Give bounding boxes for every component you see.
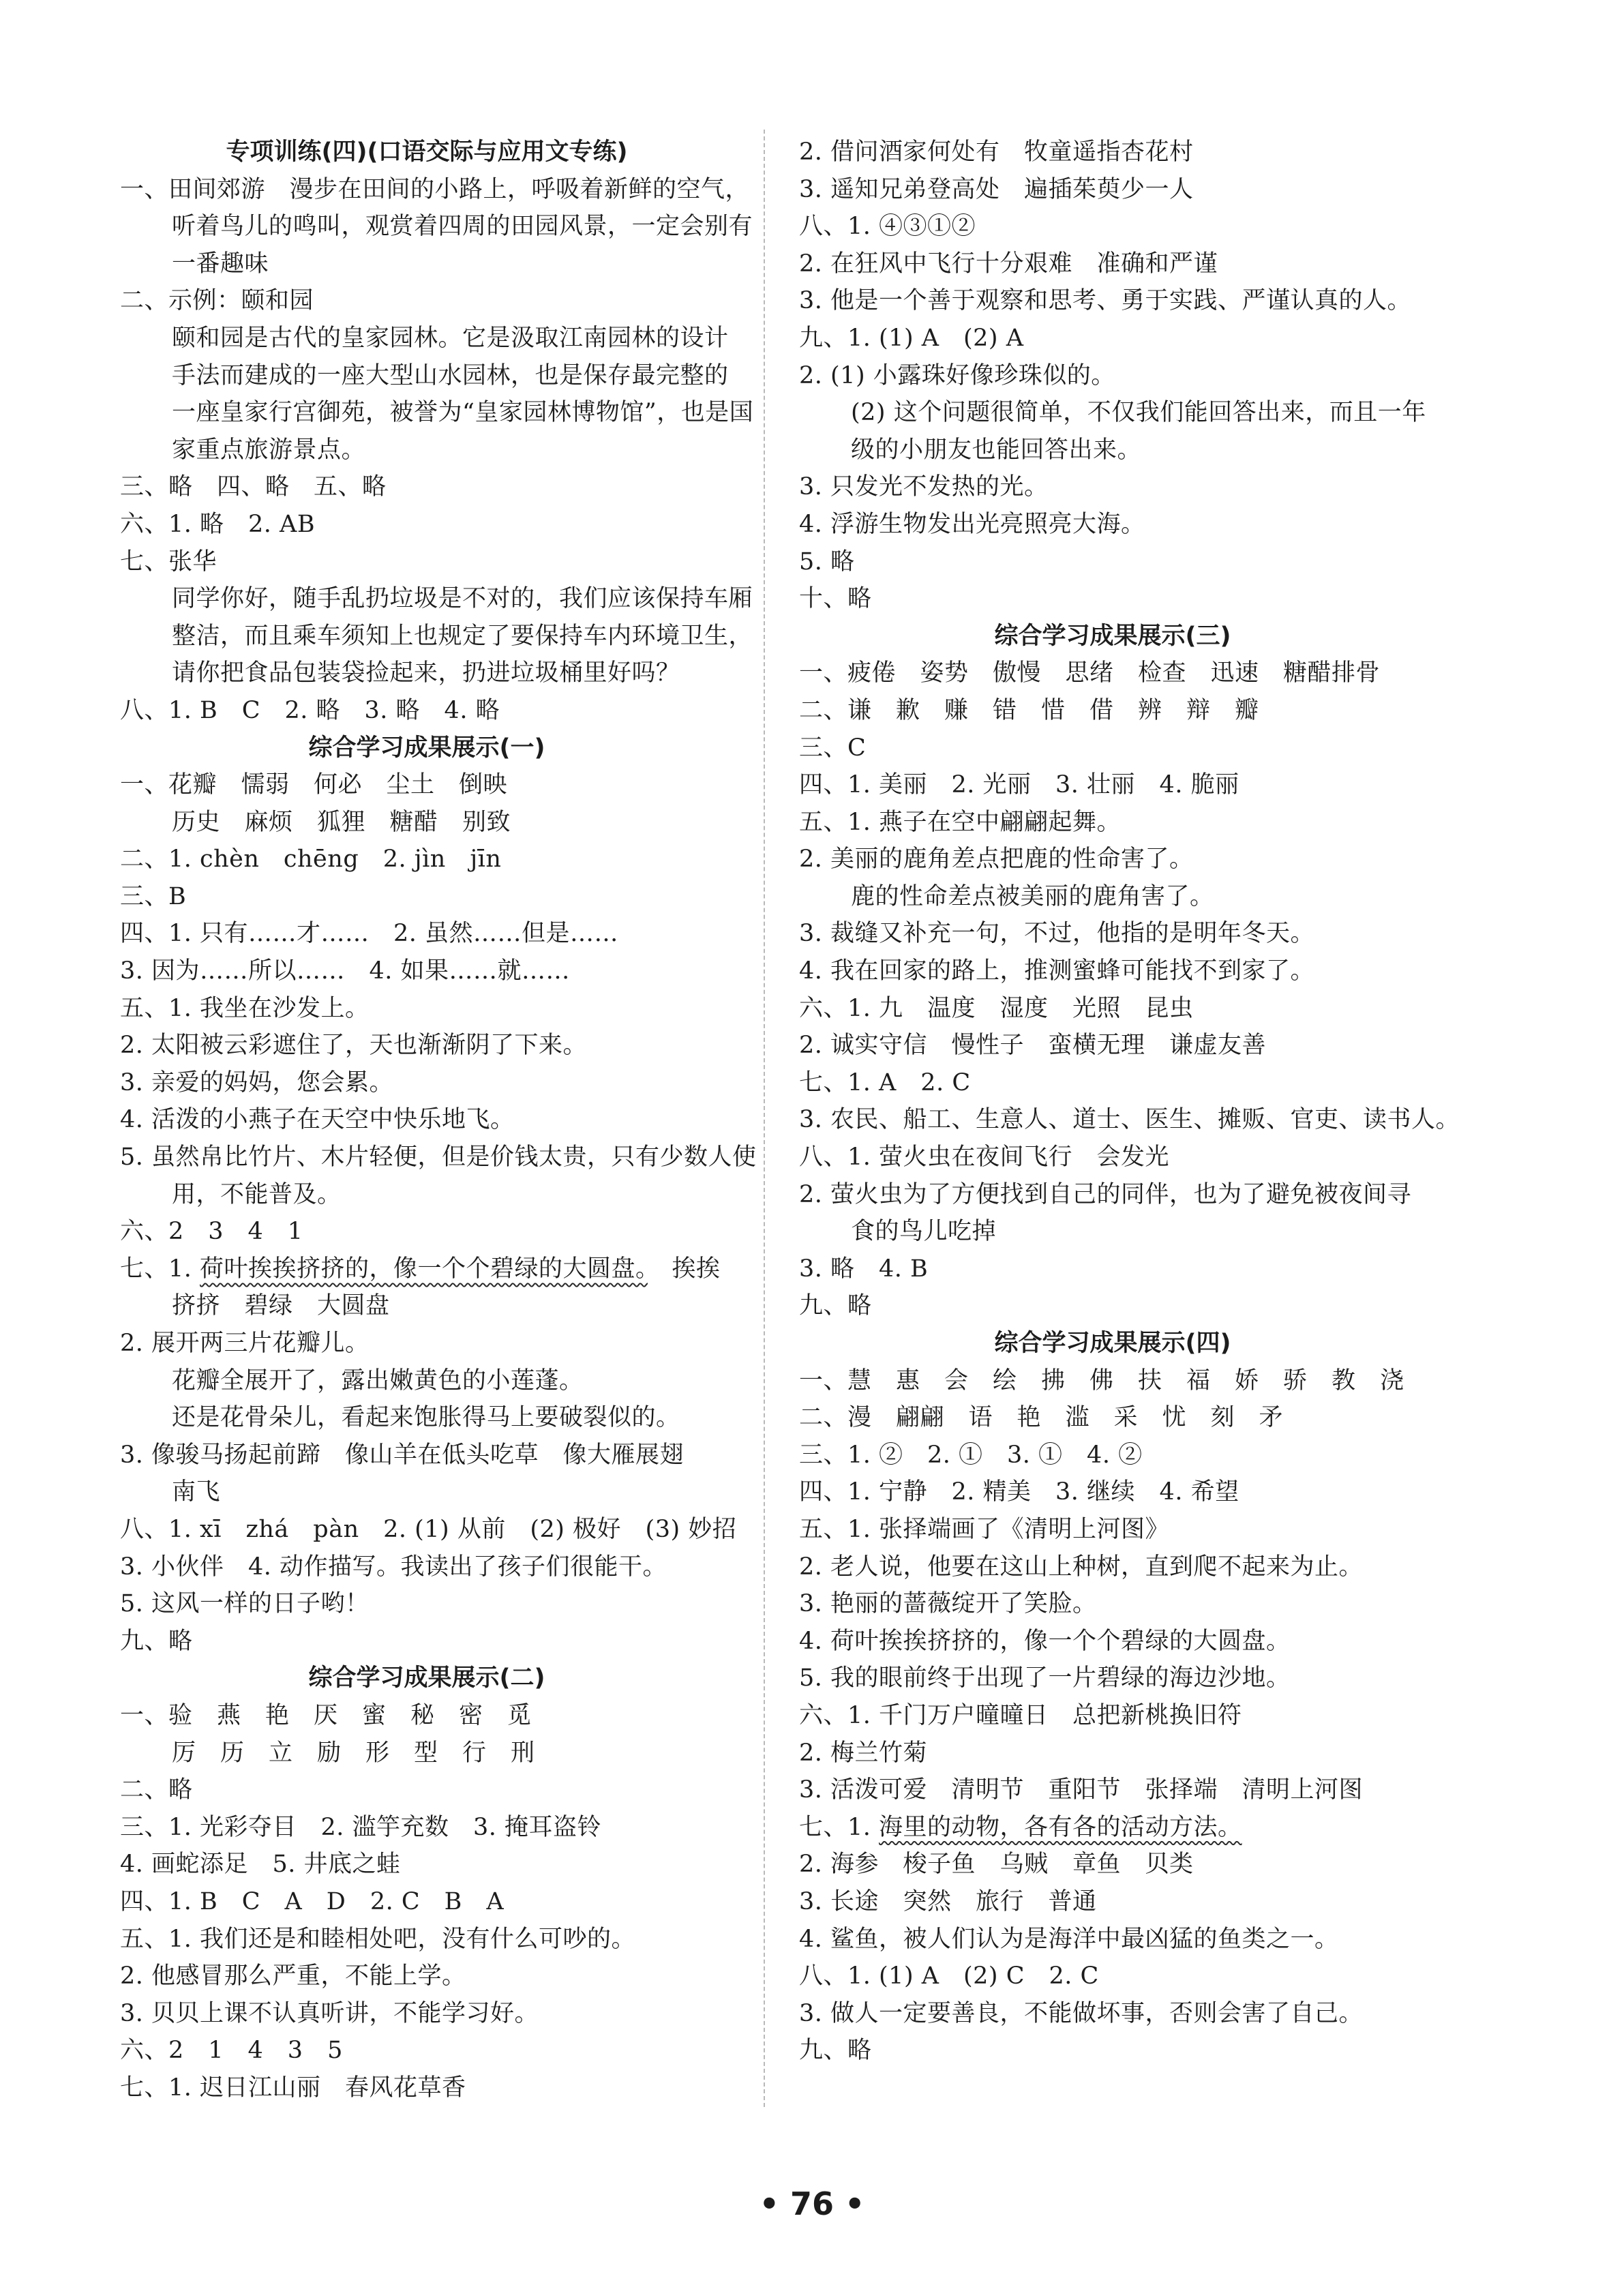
answer-line: 3. 贝贝上课不认真听讲，不能学习好。 [120, 1999, 539, 2027]
answer-line: 九、1. (1) A (2) A [799, 324, 1024, 352]
answer-line: 四、1. 只有……才…… 2. 虽然……但是…… [120, 920, 619, 948]
answer-line: 三、B [120, 882, 187, 910]
column-divider [764, 130, 765, 2107]
answer-line: 3. 活泼可爱 清明节 重阳节 张择端 清明上河图 [799, 1776, 1364, 1804]
answer-line: 2. 梅兰竹菊 [799, 1739, 928, 1767]
section-heading: 专项训练(四)(口语交际与应用文专练) [226, 138, 628, 166]
answer-line: 3. 因为……所以…… 4. 如果……就…… [120, 957, 571, 985]
answer-line: 三、略 四、略 五、略 [120, 473, 387, 501]
answer-line: 2. 老人说，他要在这山上种树，直到爬不起来为止。 [799, 1553, 1364, 1581]
answer-line: 九、略 [799, 2037, 872, 2065]
answer-line: 二、漫 翩翩 语 艳 滥 采 忧 刻 矛 [799, 1404, 1284, 1432]
answer-line-continued: 家重点旅游景点。 [172, 436, 366, 464]
answer-line: 5. 略 [799, 548, 855, 576]
answer-line-continued: 一座皇家行宫御苑，被誉为“皇家园林博物馆”，也是国 [172, 399, 754, 427]
answer-line: 5. 虽然帛比竹片、木片轻便，但是价钱太贵，只有少数人使 [120, 1144, 757, 1171]
answer-line: 五、1. 燕子在空中翩翩起舞。 [799, 808, 1122, 836]
answer-line: 七、1. 迟日江山丽 春风花草香 [120, 2074, 466, 2102]
answer-line: 九、略 [799, 1292, 872, 1320]
wavy-underlined-answer: 海里的动物，各有各的活动方法。 [879, 1813, 1242, 1841]
answer-line: 四、1. 宁静 2. 精美 3. 继续 4. 希望 [799, 1478, 1239, 1506]
answer-line: 五、1. 我坐在沙发上。 [120, 994, 370, 1022]
answer-line [120, 1251, 734, 1288]
answer-line [799, 1809, 1426, 1847]
answer-suffix: 挨挨 [648, 1255, 721, 1283]
answer-line: 三、C [799, 734, 867, 762]
answer-line: 4. 浮游生物发出光亮照亮大海。 [799, 510, 1145, 538]
answer-line: 2. 展开两三片花瓣儿。 [120, 1330, 370, 1357]
answer-line: 九、略 [120, 1627, 193, 1655]
answer-line: 2. 诚实守信 慢性子 蛮横无理 谦虚友善 [799, 1032, 1267, 1060]
section-heading: 综合学习成果展示(二) [308, 1664, 545, 1692]
answer-prefix: 七、1. [799, 1813, 879, 1841]
answer-line: 4. 我在回家的路上，推测蜜蜂可能找不到家了。 [799, 957, 1315, 985]
answer-line: 2. 海参 梭子鱼 乌贼 章鱼 贝类 [799, 1851, 1194, 1879]
answer-line: 3. 长途 突然 旅行 普通 [799, 1887, 1097, 1915]
answer-line: 3. 像骏马扬起前蹄 像山羊在低头吃草 像大雁展翅 [120, 1441, 685, 1469]
answer-line: 四、1. 美丽 2. 光丽 3. 壮丽 4. 脆丽 [799, 771, 1239, 799]
answer-line: 二、1. chèn chēng 2. jìn jīn [120, 846, 502, 873]
answer-line-continued: 南飞 [172, 1478, 221, 1506]
answer-line: 二、略 [120, 1776, 193, 1804]
section-heading: 综合学习成果展示(三) [994, 622, 1231, 650]
answer-prefix: 七、1. [120, 1255, 200, 1283]
answer-line: 一、花瓣 懦弱 何必 尘土 倒映 [120, 771, 508, 799]
answer-line: 3. 小伙伴 4. 动作描写。我读出了孩子们很能干。 [120, 1553, 667, 1581]
answer-line-continued: 整洁，而且乘车须知上也规定了要保持车内环境卫生， [172, 622, 753, 650]
answer-line: 3. 遥知兄弟登高处 遍插茱萸少一人 [799, 175, 1194, 203]
answer-line: 三、1. 光彩夺目 2. 滥竽充数 3. 掩耳盗铃 [120, 1813, 602, 1841]
answer-line: 七、张华 [120, 548, 217, 576]
answer-line-continued: 还是花骨朵儿，看起来饱胀得马上要破裂似的。 [172, 1404, 680, 1432]
answer-line: 2. 萤火虫为了方便找到自己的同伴，也为了避免被夜间寻 [799, 1180, 1412, 1208]
answer-line: 4. 荷叶挨挨挤挤的，像一个个碧绿的大圆盘。 [799, 1627, 1291, 1655]
answer-line-continued: 历史 麻烦 狐狸 糖醋 别致 [172, 808, 511, 836]
answer-line-continued: 用，不能普及。 [172, 1180, 342, 1208]
answer-line-continued: 听着鸟儿的鸣叫，观赏着四周的田园风景，一定会别有 [172, 213, 753, 241]
left-column [120, 134, 757, 2106]
answer-line: 八、1. xī zhá pàn 2. (1) 从前 (2) 极好 (3) 妙招 [120, 1515, 737, 1543]
answer-line: 四、1. B C A D 2. C B A [120, 1887, 505, 1915]
answer-line: 一、疲倦 姿势 傲慢 思绪 检查 迅速 糖醋排骨 [799, 659, 1381, 687]
answer-line-continued: 颐和园是古代的皇家园林。它是汲取江南园林的设计 [172, 324, 729, 352]
answer-line: 2. 他感冒那么严重，不能上学。 [120, 1962, 466, 1990]
wavy-underlined-answer: 荷叶挨挨挤挤的，像一个个碧绿的大圆盘。 [200, 1255, 648, 1283]
answer-line: 六、2 1 4 3 5 [120, 2037, 343, 2065]
answer-line: 六、1. 千门万户曈曈日 总把新桃换旧符 [799, 1701, 1242, 1729]
right-column [799, 134, 1460, 2069]
answer-line: 3. 裁缝又补充一句，不过，他指的是明年冬天。 [799, 920, 1315, 948]
answer-line: 3. 艳丽的蔷薇绽开了笑脸。 [799, 1590, 1097, 1618]
page-number: • 76 • [759, 2185, 865, 2222]
answer-line: 一、慧 惠 会 绘 拂 佛 扶 福 娇 骄 教 浇 [799, 1366, 1404, 1394]
answer-line: 3. 亲爱的妈妈，您会累。 [120, 1068, 394, 1096]
answer-line: 七、1. A 2. C [799, 1068, 971, 1096]
answer-line-continued: 一番趣味 [172, 250, 269, 278]
answer-line: 六、1. 九 温度 湿度 光照 昆虫 [799, 994, 1194, 1022]
answer-line: 六、1. 略 2. AB [120, 510, 316, 538]
answer-line: 4. 画蛇添足 5. 井底之蛙 [120, 1851, 401, 1879]
answer-line: 3. 他是一个善于观察和思考、勇于实践、严谨认真的人。 [799, 287, 1412, 315]
answer-line: 2. (1) 小露珠好像珍珠似的。 [799, 361, 1115, 389]
section-heading: 综合学习成果展示(四) [994, 1330, 1231, 1357]
answer-line: 5. 我的眼前终于出现了一片碧绿的海边沙地。 [799, 1664, 1291, 1692]
answer-line-continued: 级的小朋友也能回答出来。 [851, 436, 1142, 464]
answer-line: 八、1. ④③①② [799, 213, 976, 241]
answer-line: 五、1. 我们还是和睦相处吧，没有什么可吵的。 [120, 1925, 636, 1953]
answer-line: 3. 只发光不发热的光。 [799, 473, 1049, 501]
answer-line: 二、示例：颐和园 [120, 287, 314, 315]
answer-line-continued: 花瓣全展开了，露出嫩黄色的小莲蓬。 [172, 1366, 584, 1394]
answer-line: 一、验 燕 艳 厌 蜜 秘 密 觅 [120, 1701, 532, 1729]
answer-line: 5. 这风一样的日子哟！ [120, 1590, 370, 1618]
answer-line-continued: 鹿的性命差点被美丽的鹿角害了。 [851, 882, 1214, 910]
answer-line: 一、田间郊游 漫步在田间的小路上，呼吸着新鲜的空气， [120, 175, 750, 203]
answer-line: 4. 活泼的小燕子在天空中快乐地飞。 [120, 1106, 515, 1134]
answer-line: 十、略 [799, 585, 872, 613]
answer-line: 2. 美丽的鹿角差点把鹿的性命害了。 [799, 846, 1194, 873]
answer-line-continued: 同学你好，随手乱扔垃圾是不对的，我们应该保持车厢 [172, 585, 753, 613]
answer-line: 五、1. 张择端画了《清明上河图》 [799, 1515, 1170, 1543]
answer-line: 三、1. ② 2. ① 3. ① 4. ② [799, 1441, 1143, 1469]
answer-line-continued: (2) 这个问题很简单，不仅我们能回答出来，而且一年 [851, 399, 1426, 427]
answer-line-continued: 请你把食品包装袋捡起来，扔进垃圾桶里好吗？ [172, 659, 680, 687]
answer-line-continued: 厉 历 立 励 形 型 行 刑 [172, 1739, 535, 1767]
answer-line: 3. 略 4. B [799, 1255, 929, 1283]
answer-line-continued: 挤挤 碧绿 大圆盘 [172, 1292, 390, 1320]
answer-line: 2. 借问酒家何处有 牧童遥指杏花村 [799, 138, 1194, 166]
answer-line: 八、1. 萤火虫在夜间飞行 会发光 [799, 1144, 1170, 1171]
answer-line: 3. 农民、船工、生意人、道士、医生、摊贩、官吏、读书人。 [799, 1106, 1460, 1134]
answer-line-continued: 食的鸟儿吃掉 [851, 1218, 997, 1246]
answer-line: 六、2 3 4 1 [120, 1218, 303, 1246]
answer-line: 2. 在狂风中飞行十分艰难 准确和严谨 [799, 250, 1218, 278]
answer-line: 2. 太阳被云彩遮住了，天也渐渐阴了下来。 [120, 1032, 588, 1060]
answer-line: 4. 鲨鱼，被人们认为是海洋中最凶猛的鱼类之一。 [799, 1925, 1339, 1953]
answer-line: 3. 做人一定要善良，不能做坏事，否则会害了自己。 [799, 1999, 1364, 2027]
section-heading: 综合学习成果展示(一) [308, 734, 545, 762]
answer-line-continued: 手法而建成的一座大型山水园林，也是保存最完整的 [172, 361, 729, 389]
answer-line: 八、1. B C 2. 略 3. 略 4. 略 [120, 696, 500, 724]
answer-line: 二、谦 歉 赚 错 惜 借 辨 辩 瓣 [799, 696, 1259, 724]
answer-line: 八、1. (1) A (2) C 2. C [799, 1962, 1099, 1990]
